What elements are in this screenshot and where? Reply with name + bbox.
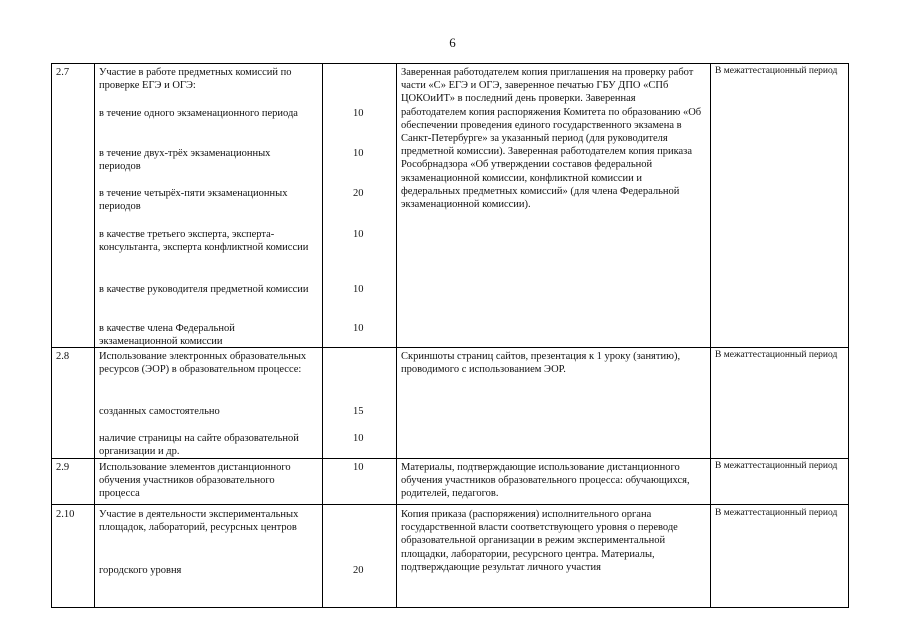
points-value: 10 bbox=[353, 229, 364, 240]
criterion-item: созданных самостоятельно bbox=[99, 406, 220, 417]
row-number: 2.7 bbox=[56, 67, 70, 78]
row-number: 2.8 bbox=[56, 351, 70, 362]
supporting-documents: Материалы, подтверждающие использование дистанционного обучения участников образовательного процесса: обучающихся, родителей, педагогов. bbox=[401, 462, 690, 500]
criterion-item: в течение одного экзаменационного периода bbox=[99, 108, 298, 119]
points-value: 10 bbox=[353, 462, 364, 473]
period-text: В межаттестационный период bbox=[715, 66, 838, 76]
column-divider bbox=[396, 63, 397, 608]
column-divider bbox=[94, 63, 95, 608]
supporting-documents: Заверенная работодателем копия приглашения на проверку работ части «С» ЕГЭ и ОГЭ, заверенное печатью ГБУ ДПО «СПб ЦОКОиИТ» в последний день проверки. Заверенная работодателем копия распоряжения Комитета по образованию «Об обеспечении проведения единого государственного экзамена в Санкт-Петербурге» за указанный период (для руководителя предметной комиссии). Заверенная работодателем копия приказа Рособрнадзора «Об утверждении составов федеральной экзаменационной комиссии, конфликтной комиссии и федеральных предметных комиссий» (для члена Федеральной экзаменационной комиссии). bbox=[401, 67, 702, 211]
criterion-title: Участие в работе предметных комиссий по проверке ЕГЭ и ОГЭ: bbox=[99, 67, 292, 92]
column-divider bbox=[710, 63, 711, 608]
table-border-top bbox=[51, 63, 849, 64]
criterion-title: Участие в деятельности экспериментальных площадок, лабораторий, ресурсных центров bbox=[99, 509, 299, 534]
points-value: 20 bbox=[353, 188, 364, 199]
supporting-documents: Скриншоты страниц сайтов, презентация к 1 уроку (занятию), проводимого с использованием ЭОР. bbox=[401, 351, 681, 376]
period-text: В межаттестационный период bbox=[715, 350, 838, 360]
criterion-item: в течение четырёх-пяти экзаменационных периодов bbox=[99, 188, 288, 213]
points-value: 10 bbox=[353, 433, 364, 444]
criterion-item: в качестве третьего эксперта, эксперта-консультанта, эксперта конфликтной комиссии bbox=[99, 229, 309, 254]
points-value: 20 bbox=[353, 565, 364, 576]
period-text: В межаттестационный период bbox=[715, 461, 838, 471]
row-divider bbox=[51, 504, 849, 505]
criterion-item: наличие страницы на сайте образовательной организации и др. bbox=[99, 433, 299, 458]
table-border-left bbox=[51, 63, 52, 608]
table-border-bottom bbox=[51, 607, 849, 608]
supporting-documents: Копия приказа (распоряжения) исполнительного органа государственной власти соответствующего уровня о переводе образовательной организации в режим экспериментальной площадки, лаборатории, ресурсного центра. Материалы, подтверждающие результат личного участия bbox=[401, 509, 678, 573]
points-value: 10 bbox=[353, 148, 364, 159]
page-number: 6 bbox=[449, 35, 456, 50]
criterion-item: городского уровня bbox=[99, 565, 182, 576]
points-value: 10 bbox=[353, 323, 364, 334]
points-value: 15 bbox=[353, 406, 364, 417]
criterion-title: Использование элементов дистанционного обучения участников образовательного процесса bbox=[99, 462, 291, 500]
row-number: 2.9 bbox=[56, 462, 70, 473]
points-value: 10 bbox=[353, 108, 364, 119]
table-border-right bbox=[848, 63, 849, 608]
points-value: 10 bbox=[353, 284, 364, 295]
column-divider bbox=[322, 63, 323, 608]
period-text: В межаттестационный период bbox=[715, 508, 838, 518]
criterion-item: в качестве члена Федеральной экзаменационной комиссии bbox=[99, 323, 235, 348]
criterion-title: Использование электронных образовательных ресурсов (ЭОР) в образовательном процессе: bbox=[99, 351, 307, 376]
criterion-item: в качестве руководителя предметной комиссии bbox=[99, 284, 309, 295]
criterion-item: в течение двух-трёх экзаменационных периодов bbox=[99, 148, 271, 173]
row-number: 2.10 bbox=[56, 509, 75, 520]
